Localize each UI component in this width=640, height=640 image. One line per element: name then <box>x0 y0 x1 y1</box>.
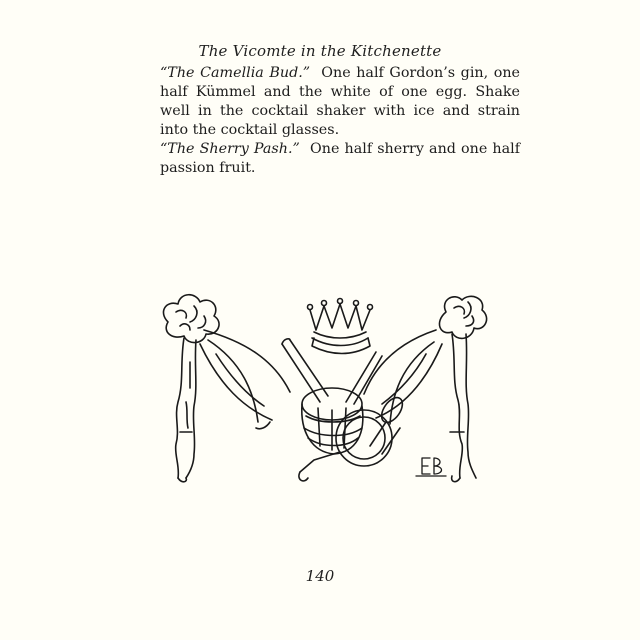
artist-monogram <box>416 458 446 476</box>
recipe-name: “The Camellia Bud.” <box>160 65 311 81</box>
recipe-text <box>160 64 520 178</box>
crown-drawing <box>308 299 373 354</box>
running-head: The Vicomte in the Kitchenette <box>198 42 442 60</box>
right-rosette <box>439 296 486 338</box>
left-rosette <box>163 295 219 343</box>
decorative-illustration <box>150 282 490 512</box>
recipe-name: “The Sherry Pash.” <box>160 141 300 157</box>
recipe-instructions: One half Gordon’s gin, one half Kümmel and the white of one egg. Shake well in the cocktail shaker with ice and strain into the cocktail glasses. <box>160 65 521 138</box>
recipe-paragraph <box>160 64 520 140</box>
right-swag <box>364 330 442 424</box>
pan-handle-tip <box>256 422 270 429</box>
right-drape <box>450 334 476 482</box>
cooking-pot-drawing <box>302 388 363 454</box>
rolling-pin-drawing <box>282 339 382 404</box>
left-swag <box>200 330 290 422</box>
recipe-paragraph <box>160 140 520 178</box>
page-number: 140 <box>305 567 335 585</box>
left-drape <box>176 338 196 482</box>
recipe-instructions: One half sherry and one half passion fruit. <box>160 141 521 176</box>
